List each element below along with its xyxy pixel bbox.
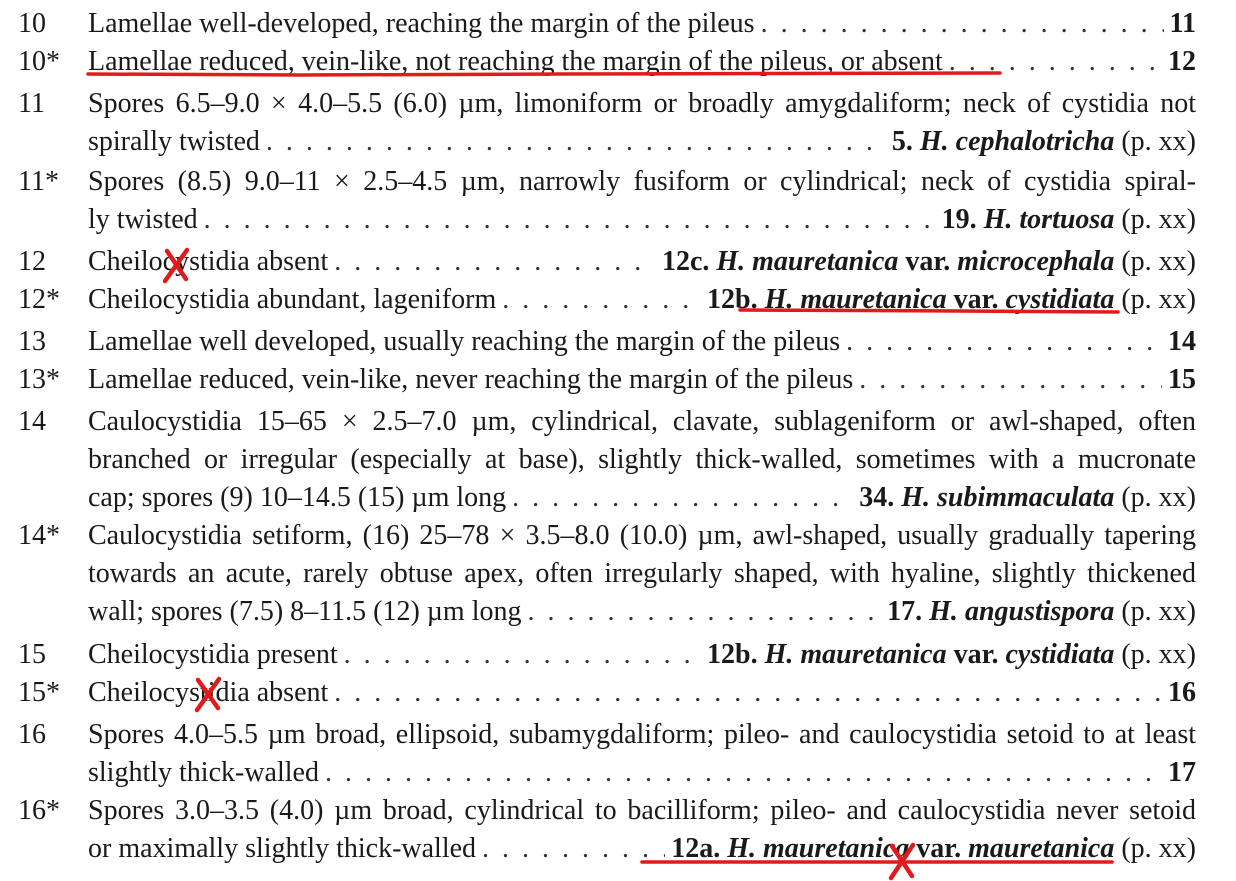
couplet-number: 12 bbox=[18, 246, 46, 277]
entry-text: or maximally slightly thick-walled bbox=[88, 833, 477, 864]
leader-dots bbox=[527, 593, 881, 631]
entry-text: Lamellae reduced, vein-like, never reaching the margin of the pileus bbox=[88, 364, 854, 395]
entry-text: Cheilocystidia abundant, lageniform bbox=[88, 284, 497, 315]
couplet-number: 16* bbox=[18, 795, 60, 826]
couplet-number: 12* bbox=[18, 284, 60, 315]
taxon-result[interactable]: 12c. H. mauretanica var. microcephala (p. xx) bbox=[661, 246, 1196, 277]
leader-dots bbox=[482, 830, 665, 868]
lead-number[interactable]: 16 bbox=[1168, 677, 1196, 708]
entry-text: Caulocystidia 15–65 × 2.5–7.0 µm, cylindrical, clavate, sublageniform or awl-shaped, often bbox=[88, 406, 1196, 437]
entry-text: spirally twisted bbox=[88, 126, 260, 157]
entry-text: Spores 4.0–5.5 µm broad, ellipsoid, subamygdaliform; pileo- and caulocystidia setoid to at least bbox=[88, 719, 1196, 750]
entry-text: Cheilocystidia absent bbox=[88, 677, 329, 708]
lead-number[interactable]: 14 bbox=[1168, 326, 1196, 357]
entry-text: Cheilocystidia present bbox=[88, 639, 338, 670]
entry-text: Cheilocystidia absent bbox=[88, 246, 329, 277]
entry-text: wall; spores (7.5) 8–11.5 (12) µm long bbox=[88, 596, 522, 627]
entry-text: Spores (8.5) 9.0–11 × 2.5–4.5 µm, narrowly fusiform or cylindrical; neck of cystidia spiral- bbox=[88, 166, 1196, 197]
taxon-result[interactable]: 12a. H. mauretanica var. mauretanica (p. xx) bbox=[671, 833, 1196, 864]
couplet-number: 10* bbox=[18, 46, 60, 77]
lead-number[interactable]: 11 bbox=[1169, 8, 1196, 39]
entry-text: Caulocystidia setiform, (16) 25–78 × 3.5–8.0 (10.0) µm, awl-shaped, usually gradually tapering bbox=[88, 520, 1196, 551]
couplet-number: 13* bbox=[18, 364, 60, 395]
taxon-result[interactable]: 34. H. subimmaculata (p. xx) bbox=[859, 482, 1196, 513]
entry-text: ly twisted bbox=[88, 204, 198, 235]
couplet-number: 11 bbox=[18, 88, 45, 119]
leader-dots bbox=[334, 674, 1162, 712]
entry-text: cap; spores (9) 10–14.5 (15) µm long bbox=[88, 482, 507, 513]
leader-dots bbox=[344, 636, 701, 674]
couplet-number: 10 bbox=[18, 8, 46, 39]
couplet-number: 15 bbox=[18, 639, 46, 670]
leader-dots bbox=[334, 243, 656, 281]
entry-text: Lamellae well developed, usually reaching the margin of the pileus bbox=[88, 326, 841, 357]
couplet-number: 11* bbox=[18, 166, 59, 197]
lead-number[interactable]: 15 bbox=[1168, 364, 1196, 395]
couplet-number: 13 bbox=[18, 326, 46, 357]
taxon-result[interactable]: 12b. H. mauretanica var. cystidiata (p. xx) bbox=[707, 284, 1196, 315]
taxon-result[interactable]: 5. H. cephalotricha (p. xx) bbox=[891, 126, 1196, 157]
leader-dots bbox=[761, 5, 1164, 43]
leader-dots bbox=[512, 479, 853, 517]
entry-text: towards an acute, rarely obtuse apex, often irregularly shaped, with hyaline, slightly thickened bbox=[88, 558, 1196, 589]
leader-dots bbox=[859, 361, 1162, 399]
couplet-number: 16 bbox=[18, 719, 46, 750]
couplet-number: 14* bbox=[18, 520, 60, 551]
leader-dots bbox=[266, 123, 886, 161]
leader-dots bbox=[846, 323, 1162, 361]
entry-text: Lamellae well-developed, reaching the margin of the pileus bbox=[88, 8, 755, 39]
taxon-result[interactable]: 19. H. tortuosa (p. xx) bbox=[941, 204, 1196, 235]
leader-dots bbox=[204, 201, 936, 239]
leader-dots bbox=[949, 43, 1162, 81]
entry-text: branched or irregular (especially at base), slightly thick-walled, sometimes with a mucronate bbox=[88, 444, 1196, 475]
entry-text: Lamellae reduced, vein-like, not reaching the margin of the pileus, or absent bbox=[88, 46, 943, 77]
taxon-result[interactable]: 17. H. angustispora (p. xx) bbox=[887, 596, 1196, 627]
entry-text: Spores 3.0–3.5 (4.0) µm broad, cylindrical to bacilliform; pileo- and caulocystidia never setoid bbox=[88, 795, 1196, 826]
leader-dots bbox=[325, 754, 1162, 792]
entry-text: slightly thick-walled bbox=[88, 757, 319, 788]
couplet-number: 15* bbox=[18, 677, 60, 708]
taxon-result[interactable]: 12b. H. mauretanica var. cystidiata (p. xx) bbox=[707, 639, 1196, 670]
lead-number[interactable]: 17 bbox=[1168, 757, 1196, 788]
lead-number[interactable]: 12 bbox=[1168, 46, 1196, 77]
leader-dots bbox=[502, 281, 701, 319]
couplet-number: 14 bbox=[18, 406, 46, 437]
entry-text: Spores 6.5–9.0 × 4.0–5.5 (6.0) µm, limoniform or broadly amygdaliform; neck of cystidia not bbox=[88, 88, 1196, 119]
